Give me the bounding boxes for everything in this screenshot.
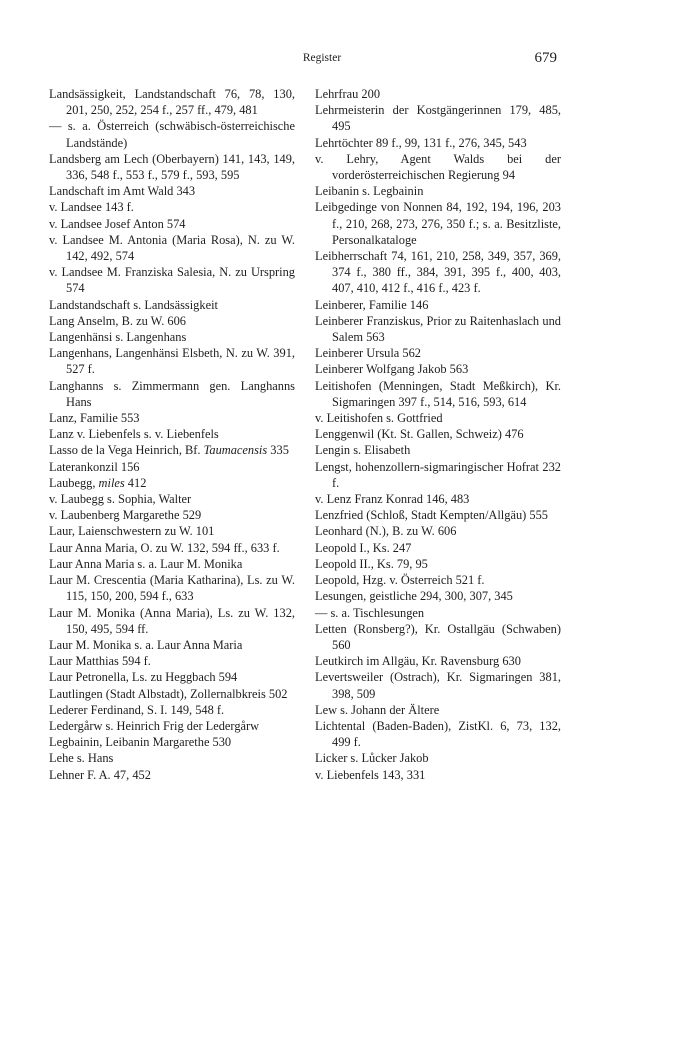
- index-entry: Laur M. Crescentia (Maria Katharina), Ls. zu W. 115, 150, 200, 594 f., 633: [49, 573, 295, 604]
- index-entry: v. Leitishofen s. Gottfried: [315, 411, 443, 426]
- index-entry: Levertsweiler (Ostrach), Kr. Sigmaringen 381, 398, 509: [315, 670, 561, 701]
- index-entry: Laur M. Monika s. a. Laur Anna Maria: [49, 637, 243, 652]
- index-entry: Leinberer Ursula 562: [315, 346, 421, 361]
- index-entry: Leinberer Wolfgang Jakob 563: [315, 362, 469, 377]
- index-entry: Lanz, Familie 553: [49, 411, 140, 426]
- index-entry: Ledergårw s. Heinrich Frig der Ledergårw: [49, 718, 260, 733]
- index-entry: Leinberer Franziskus, Prior zu Raitenhaslach und Salem 563: [315, 313, 561, 345]
- index-entry: Lehrmeisterin der Kostgängerinnen 179, 485, 495: [315, 103, 561, 134]
- index-entry: Lehner F. A. 47, 452: [49, 767, 151, 782]
- index-entry: Leopold II., Ks. 79, 95: [315, 556, 428, 571]
- index-entry: Laubegg, miles 412: [49, 475, 147, 490]
- index-column-right: [315, 86, 561, 783]
- index-entry: Lehrtöchter 89 f., 99, 131 f., 276, 345, 543: [315, 135, 527, 150]
- index-entry: Lautlingen (Stadt Albstadt), Zollernalbkreis 502: [49, 686, 288, 701]
- index-entry: Lanz v. Liebenfels s. v. Liebenfels: [49, 427, 219, 442]
- index-entry: Lew s. Johann der Ältere: [315, 702, 440, 717]
- index-entry: v. Lenz Franz Konrad 146, 483: [315, 492, 470, 507]
- index-entry: Lehe s. Hans: [49, 751, 114, 766]
- index-entry: Lenggenwil (Kt. St. Gallen, Schweiz) 476: [315, 427, 524, 442]
- index-entry: Legbainin, Leibanin Margarethe 530: [49, 735, 232, 750]
- index-entry: Leopold I., Ks. 247: [315, 540, 412, 555]
- index-entry: v. Laubenberg Margarethe 529: [49, 508, 202, 523]
- index-entry: Leopold, Hzg. v. Österreich 521 f.: [315, 573, 485, 588]
- index-entry: Leibherrschaft 74, 161, 210, 258, 349, 357, 369, 374 f., 380 ff., 384, 391, 395 f., 400, 403, 407, 410, 412 f., 416 f., 423 f.: [315, 249, 561, 296]
- index-entry: Letten (Ronsberg?), Kr. Ostallgäu (Schwaben) 560: [315, 621, 561, 652]
- index-entry: Leutkirch im Allgäu, Kr. Ravensburg 630: [315, 654, 521, 669]
- index-entry: Langenhans, Langenhänsi Elsbeth, N. zu W. 391, 527 f.: [49, 346, 295, 377]
- index-column-left: [49, 86, 295, 783]
- index-entry: Langhanns s. Zimmermann gen. Langhanns Hans: [49, 378, 295, 409]
- page-number: 679: [534, 50, 557, 66]
- index-entry: Lasso de la Vega Heinrich, Bf. Taumacensis 335: [49, 443, 289, 458]
- index-entry: Laur Anna Maria, O. zu W. 132, 594 ff., 633 f.: [49, 540, 280, 555]
- index-entry: Lichtental (Baden-Baden), ZistKl. 6, 73, 132, 499 f.: [315, 718, 561, 750]
- index-entry: Lenzfried (Schloß, Stadt Kempten/Allgäu) 555: [315, 508, 548, 523]
- index-entry: — s. a. Österreich (schwäbisch-österreichische Landstände): [49, 119, 295, 150]
- index-entry: Lederer Ferdinand, S. I. 149, 548 f.: [49, 702, 225, 717]
- index-entry: v. Laubegg s. Sophia, Walter: [49, 492, 192, 507]
- index-entry: v. Landsee 143 f.: [49, 200, 134, 215]
- index-entry: Landsässigkeit, Landstandschaft 76, 78, 130, 201, 250, 252, 254 f., 257 ff., 479, 481: [49, 87, 295, 118]
- index-entry: Laur Anna Maria s. a. Laur M. Monika: [49, 556, 243, 571]
- running-header: [0, 50, 700, 70]
- index-entry: v. Liebenfels 143, 331: [315, 767, 426, 782]
- index-entry: Laur M. Monika (Anna Maria), Ls. zu W. 132, 150, 495, 594 ff.: [49, 605, 295, 636]
- index-entry: Laterankonzil 156: [49, 459, 140, 474]
- index-entry: Lang Anselm, B. zu W. 606: [49, 313, 186, 328]
- index-entry: Laur, Laienschwestern zu W. 101: [49, 524, 215, 539]
- index-entry: Laur Petronella, Ls. zu Heggbach 594: [49, 670, 238, 685]
- running-title: Register: [302, 52, 342, 64]
- index-entry: Landschaft im Amt Wald 343: [49, 184, 196, 199]
- index-entry: v. Landsee M. Franziska Salesia, N. zu Urspring 574: [49, 265, 295, 296]
- index-entry: Lengst, hohenzollern-sigmaringischer Hofrat 232 f.: [315, 459, 561, 490]
- index-entry: Lengin s. Elisabeth: [315, 443, 411, 458]
- index-entry: Leibanin s. Legbainin: [315, 184, 424, 199]
- index-entry: v. Lehry, Agent Walds bei der vorderösterreichischen Regierung 94: [315, 151, 561, 183]
- index-entry: Leinberer, Familie 146: [315, 297, 429, 312]
- index-entry: Licker s. Lůcker Jakob: [315, 751, 429, 766]
- index-entry: — s. a. Tischlesungen: [315, 605, 425, 620]
- index-entry: Langenhänsi s. Langenhans: [49, 330, 187, 345]
- index-entry: Leitishofen (Menningen, Stadt Meßkirch), Kr. Sigmaringen 397 f., 514, 516, 593, 614: [315, 378, 561, 409]
- index-entry: Laur Matthias 594 f.: [49, 654, 151, 669]
- index-entry: v. Landsee Josef Anton 574: [49, 216, 186, 231]
- index-entry: Landsberg am Lech (Oberbayern) 141, 143, 149, 336, 548 f., 553 f., 579 f., 593, 595: [49, 151, 295, 183]
- index-entry: Lesungen, geistliche 294, 300, 307, 345: [315, 589, 513, 604]
- index-entry: Leibgedinge von Nonnen 84, 192, 194, 196, 203 f., 210, 268, 273, 276, 350 f.; s. a. Besitzliste, Personalkataloge: [315, 200, 561, 247]
- index-entry: v. Landsee M. Antonia (Maria Rosa), N. zu W. 142, 492, 574: [49, 232, 295, 264]
- index-entry: Landstandschaft s. Landsässigkeit: [49, 297, 218, 312]
- index-entry: Leonhard (N.), B. zu W. 606: [315, 524, 457, 539]
- index-entry: Lehrfrau 200: [315, 87, 381, 101]
